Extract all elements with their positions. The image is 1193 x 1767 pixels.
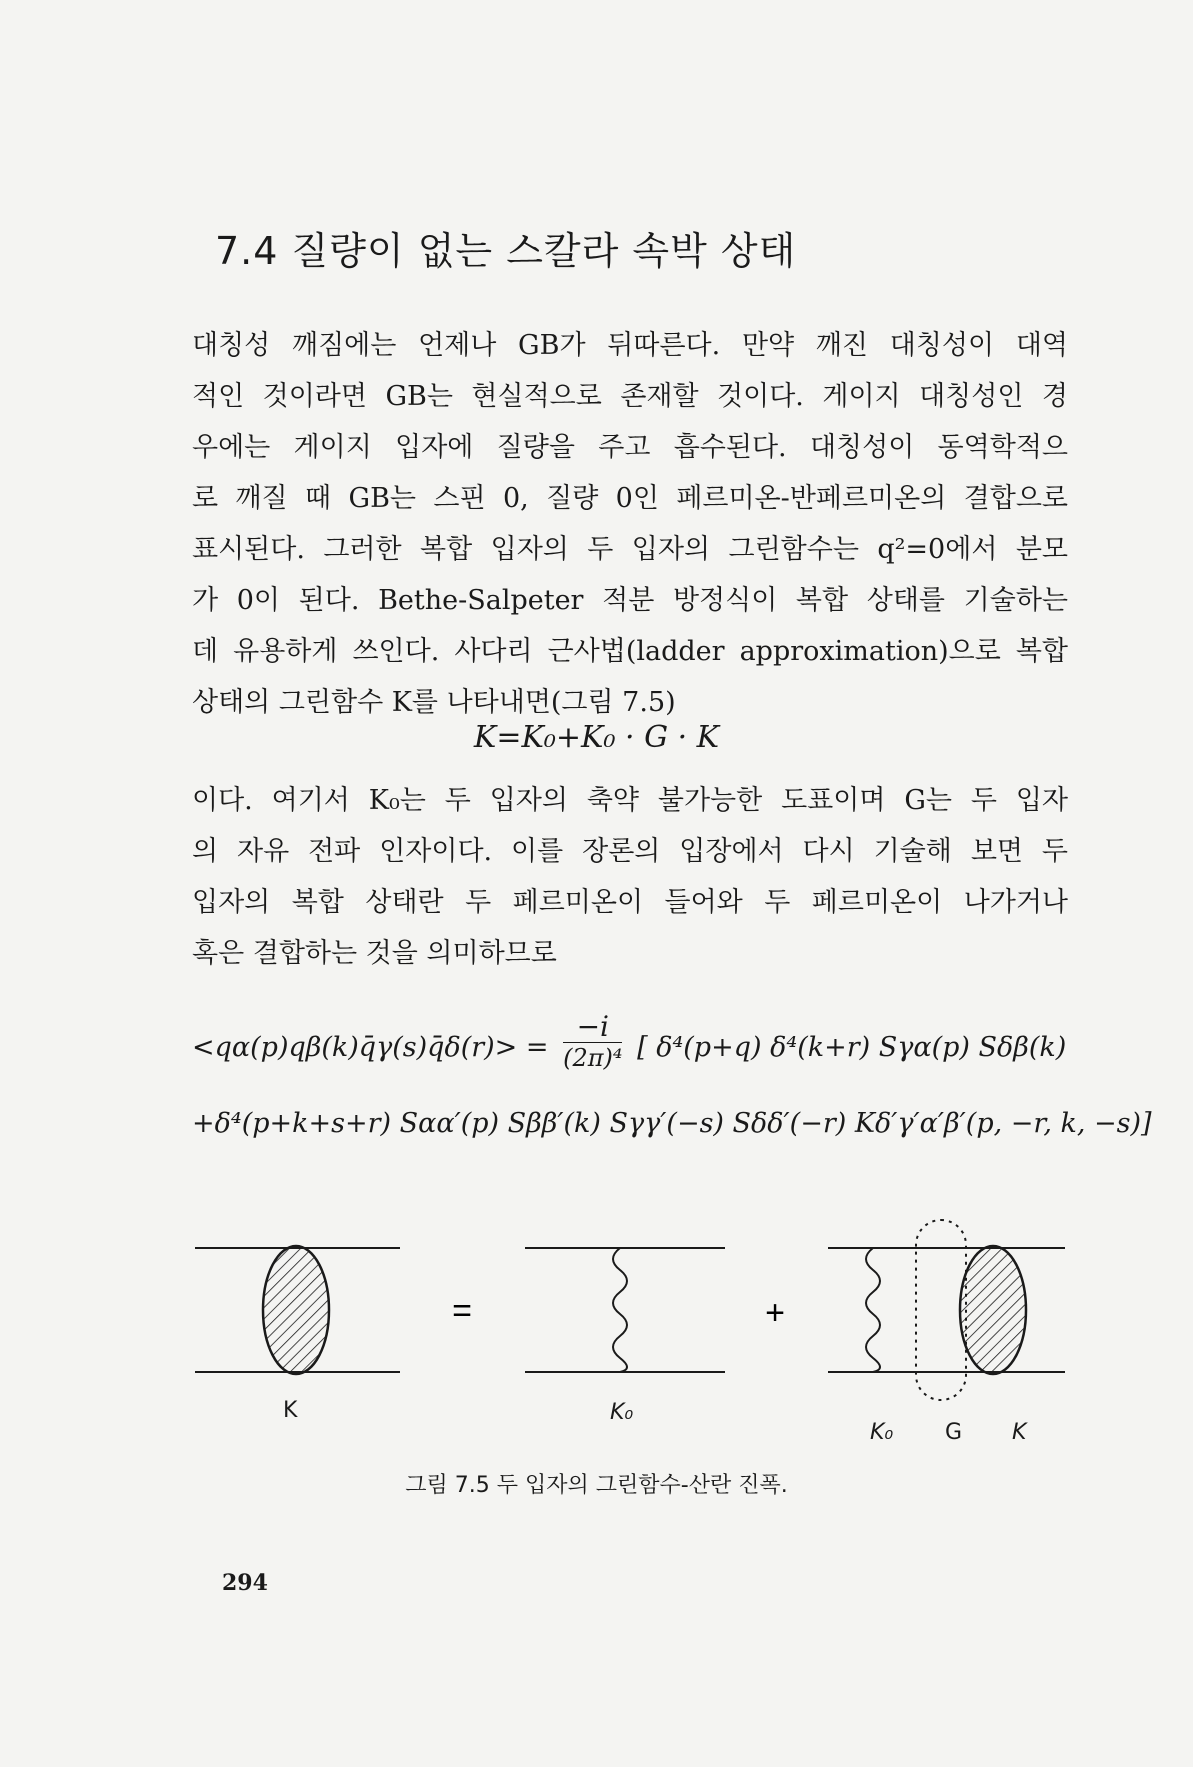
text-line: 상태의 그린함수 K를 나타내면(그림 7.5) <box>192 687 676 718</box>
diagram-k0-g-k <box>828 1220 1065 1400</box>
equals-sign: = <box>452 1292 472 1330</box>
text-line: 적인 것이라면 GB는 현실적으로 존재할 것이다. 게이지 대칭성인 경 <box>192 381 1068 412</box>
page-number: 294 <box>222 1570 268 1596</box>
equation-line-1 <box>192 1010 1067 1079</box>
bethe-salpeter-formula: K=K₀+K₀ · G · K <box>473 720 720 755</box>
label-g: G <box>945 1420 963 1445</box>
text-line: 가 0이 된다. Bethe-Salpeter 적분 방정식이 복합 상태를 기술하는 <box>192 585 1068 616</box>
text-line: 입자의 복합 상태란 두 페르미온이 들어와 두 페르미온이 나가거나 <box>192 887 1068 918</box>
label-k-right: K <box>1012 1420 1027 1445</box>
text-line: 표시된다. 그러한 복합 입자의 두 입자의 그린함수는 q²=0에서 분모 <box>192 534 1068 565</box>
text-line: 데 유용하게 쓰인다. 사다리 근사법(ladder approximation)으로 복합 <box>192 636 1068 667</box>
equation-lhs: <qα(p)qβ(k)q̄γ(s)q̄δ(r)> = <box>192 1032 549 1063</box>
equation-fraction <box>563 1012 622 1073</box>
fraction-denominator: (2π)⁴ <box>563 1044 623 1072</box>
figure-caption: 그림 7.5 두 입자의 그린함수-산란 진폭. <box>405 1473 788 1498</box>
text-line: 대칭성 깨짐에는 언제나 GB가 뒤따른다. 만약 깨진 대칭성이 대역 <box>192 330 1068 361</box>
text-line: 이다. 여기서 K₀는 두 입자의 축약 불가능한 도표이며 G는 두 입자 <box>192 785 1068 816</box>
text-line: 혹은 결합하는 것을 의미하므로 <box>192 938 557 969</box>
plus-sign: + <box>765 1294 785 1332</box>
equation-rhs-1: [ δ⁴(p+q) δ⁴(k+r) Sγα(p) Sδβ(k) <box>637 1032 1067 1063</box>
equation-line-2: +δ⁴(p+k+s+r) Sαα′(p) Sββ′(k) Sγγ′(−s) Sδδ′(−r) Kδ′γ′α′β′(p, −r, k, −s)] <box>192 1108 1152 1139</box>
text-line: 우에는 게이지 입자에 질량을 주고 흡수된다. 대칭성이 동역학적으 <box>192 432 1068 463</box>
text-line: 로 깨질 때 GB는 스핀 0, 질량 0인 페르미온-반페르미온의 결합으로 <box>192 483 1068 514</box>
section-heading: 7.4 질량이 없는 스칼라 속박 상태 <box>215 229 797 273</box>
paragraph-1 <box>192 320 1068 728</box>
fraction-numerator: −i <box>563 1012 622 1043</box>
text-line: 의 자유 전파 인자이다. 이를 장론의 입장에서 다시 기술해 보면 두 <box>192 836 1068 867</box>
diagram-k <box>195 1246 400 1374</box>
diagram-k0 <box>525 1248 725 1372</box>
paragraph-2 <box>192 775 1068 979</box>
label-k0-right: K₀ <box>870 1420 894 1445</box>
label-k-left: K <box>283 1398 298 1423</box>
label-k0-middle: K₀ <box>610 1400 634 1425</box>
